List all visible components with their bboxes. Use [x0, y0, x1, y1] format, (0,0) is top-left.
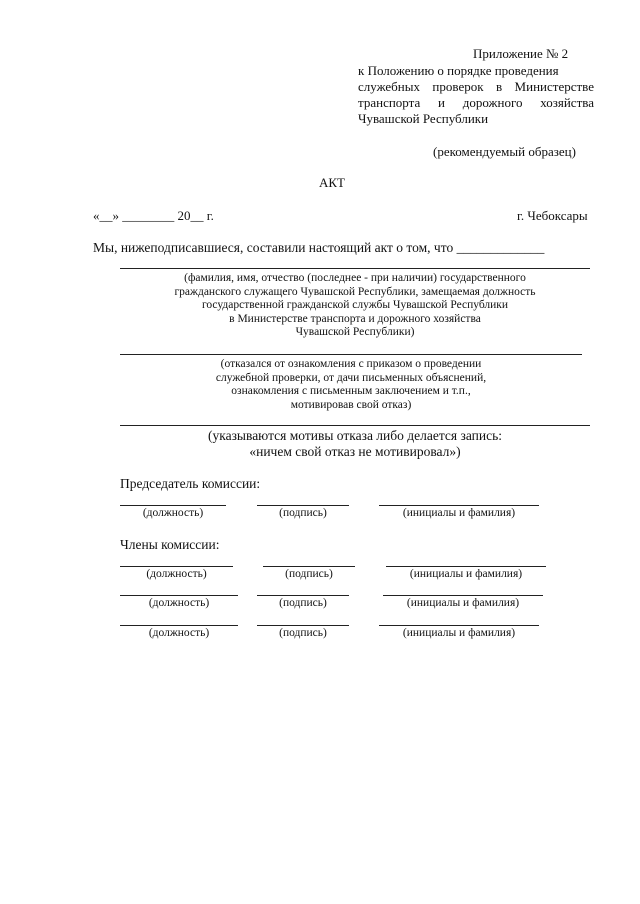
recommended-sample-note: (рекомендуемый образец)	[433, 144, 576, 159]
act-city: г. Чебоксары	[517, 208, 588, 223]
member-3-name-line	[379, 625, 539, 626]
annex-line-4: Чувашской Республики	[358, 111, 489, 126]
fio-caption: (фамилия, имя, отчество (последнее - при наличии) государственного гражданского служащего Чувашской Республики, замещаемая должность государственной гражданской службы Чувашской Республики в Министерстве транспорта и дорожного хозяйства Чувашской Республики)	[174, 272, 536, 338]
refusal-caption: (отказался от ознакомления с приказом о проведении служебной проверки, от дачи письменных объяснений, ознакомления с письменным заключением и т.п., мотивировав свой отказ)	[215, 358, 487, 411]
member-3-position-caption: (должность)	[148, 627, 210, 639]
member-2-signature-line	[257, 595, 349, 596]
act-intro-text: Мы, нижеподписавшиеся, составили настоящий акт о том, что _____________	[93, 240, 545, 255]
refusal-fill-line	[120, 354, 582, 355]
annex-title: Приложение № 2	[473, 46, 569, 61]
fio-fill-line	[120, 268, 590, 269]
act-title: АКТ	[319, 175, 345, 190]
annex-line-3: транспорта и дорожного хозяйства	[358, 95, 594, 110]
annex-line-1: к Положению о порядке проведения	[358, 63, 559, 78]
member-1-name-line	[386, 566, 546, 567]
motive-fill-line	[120, 425, 590, 426]
member-1-signature-line	[263, 566, 355, 567]
chairman-signature-line	[257, 505, 349, 506]
members-heading: Члены комиссии:	[120, 537, 220, 552]
member-1-position-caption: (должность)	[146, 568, 207, 580]
member-2-name-line	[383, 595, 543, 596]
refusal-motive-note: (указываются мотивы отказа либо делается запись: «ничем свой отказ не мотивировал»)	[208, 428, 502, 459]
chairman-position-line	[120, 505, 226, 506]
chairman-name-line	[379, 505, 539, 506]
member-3-signature-caption: (подпись)	[279, 627, 327, 639]
member-2-signature-caption: (подпись)	[279, 597, 327, 609]
member-1-name-caption: (инициалы и фамилия)	[409, 568, 523, 580]
member-3-signature-line	[257, 625, 349, 626]
chairman-position-caption: (должность)	[142, 507, 204, 519]
member-1-signature-caption: (подпись)	[285, 568, 333, 580]
member-2-position-caption: (должность)	[148, 597, 210, 609]
annex-reference	[358, 63, 594, 127]
member-3-position-line	[120, 625, 238, 626]
chairman-heading: Председатель комиссии:	[120, 476, 261, 491]
member-1-position-line	[120, 566, 233, 567]
chairman-signature-caption: (подпись)	[279, 507, 327, 519]
chairman-name-caption: (инициалы и фамилия)	[402, 507, 516, 519]
member-3-name-caption: (инициалы и фамилия)	[402, 627, 516, 639]
annex-line-2: служебных проверок в Министерстве	[358, 79, 594, 94]
member-2-position-line	[120, 595, 238, 596]
member-2-name-caption: (инициалы и фамилия)	[406, 597, 520, 609]
act-date-line: «__» ________ 20__ г.	[93, 208, 214, 223]
